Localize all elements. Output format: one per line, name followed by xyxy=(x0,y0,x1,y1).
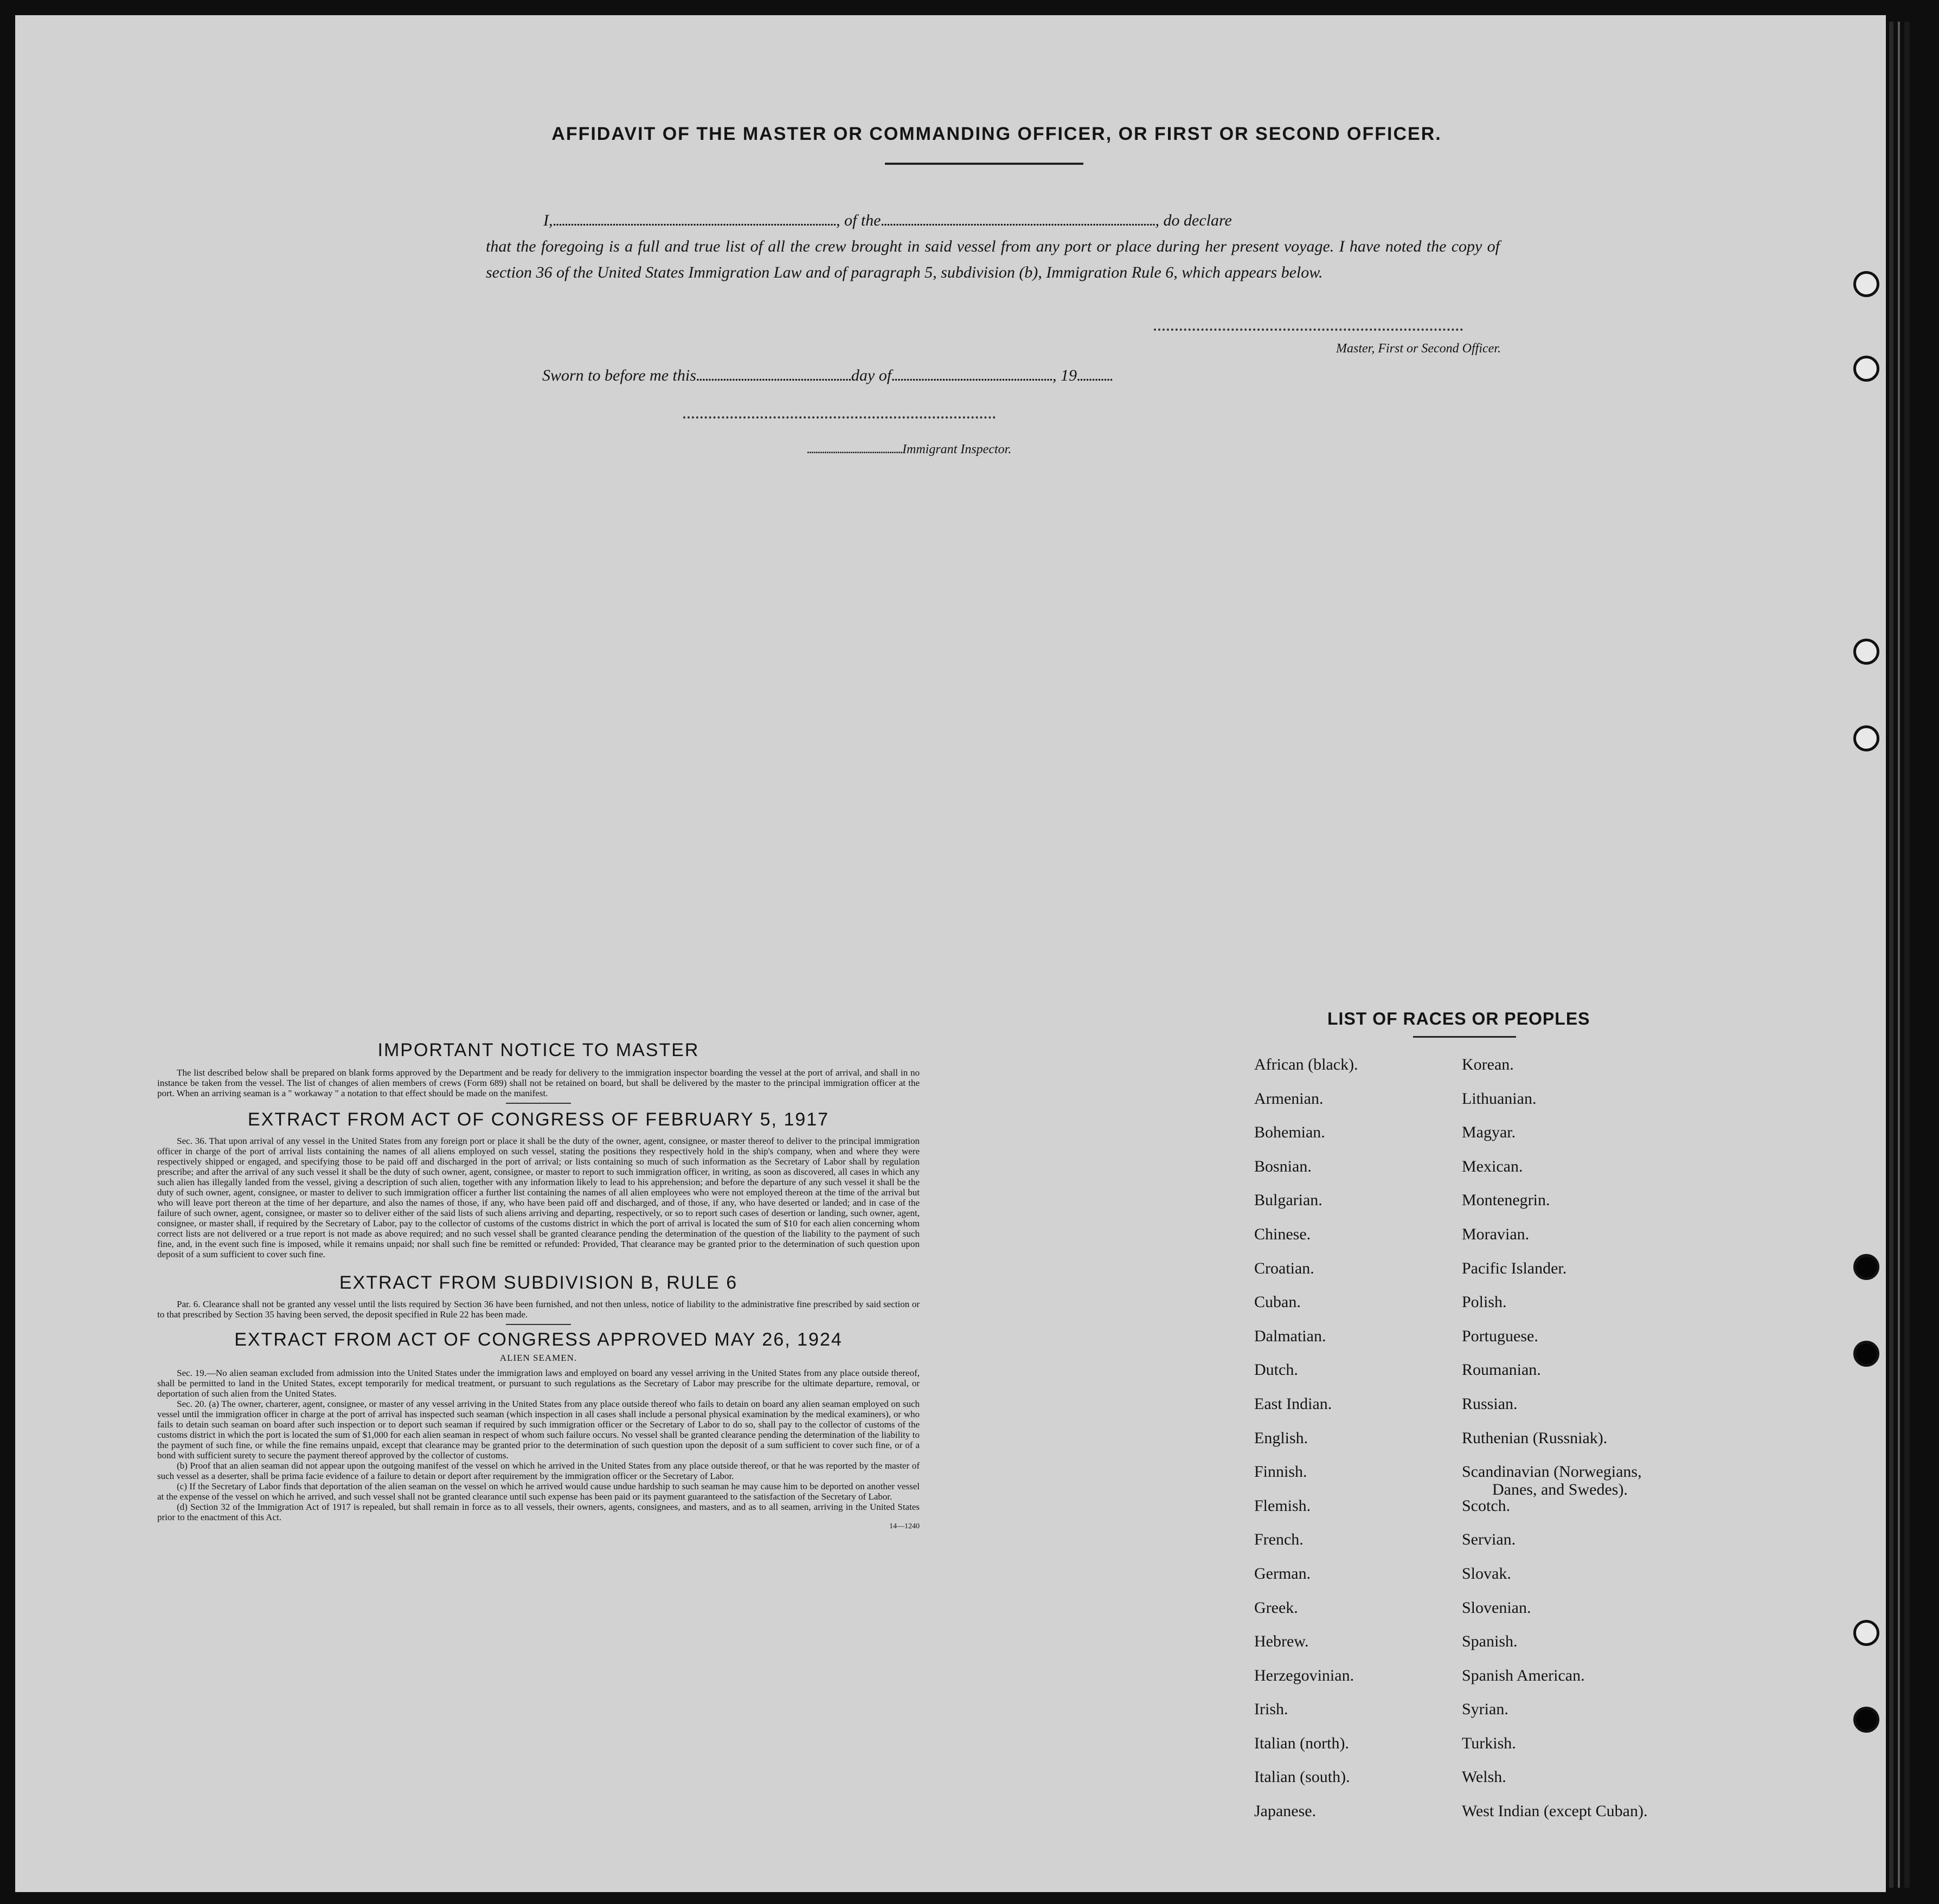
races-right-column xyxy=(1462,1055,1647,1836)
race-item: Japanese. xyxy=(1254,1802,1317,1821)
separator xyxy=(506,1324,571,1325)
binder-hole xyxy=(1853,1620,1879,1646)
title-underline xyxy=(885,163,1083,165)
race-item: Finnish. xyxy=(1254,1463,1307,1481)
race-item: West Indian (except Cuban). xyxy=(1462,1802,1648,1821)
race-item: German. xyxy=(1254,1564,1311,1583)
sworn-year-blank[interactable]: ............ xyxy=(1077,366,1113,384)
race-item: Polish. xyxy=(1462,1293,1507,1311)
race-item: Lithuanian. xyxy=(1462,1089,1537,1108)
sworn-line xyxy=(542,366,1113,385)
race-item: Italian (north). xyxy=(1254,1734,1349,1752)
inspector-caption-text: Immigrant Inspector. xyxy=(902,442,1012,456)
extract2-title: EXTRACT FROM SUBDIVISION B, RULE 6 xyxy=(339,1272,738,1293)
race-item: Dutch. xyxy=(1254,1361,1298,1379)
extract2-paragraph: Par. 6. Clearance shall not be granted any vessel until the lists required by Section 36 have been furnished, and not then unless, notice of liability to the administrative fine prescribed by said section or to that prescribed by Section 35 having been served, the deposit specified in Rule 22 has been made. xyxy=(157,1299,920,1320)
form-number: 14—1240 xyxy=(889,1522,920,1530)
notice-paragraph: The list described below shall be prepared on blank forms approved by the Department and be ready for delivery to the immigration inspector boarding the vessel at the port of arrival, and shall in no instance be taken from the vessel. The list of changes of alien members of crews (Form 689) shall not be retained on board, but shall be delivered by the master to the principal immigration officer at the port. When an arriving seaman is a " workaway " a notation to that effect should be made on the manifest. xyxy=(157,1067,920,1098)
document-page xyxy=(15,15,1886,1892)
notice-text xyxy=(157,1067,920,1098)
sworn-day-of: day of xyxy=(851,366,892,384)
extract1-title: EXTRACT FROM ACT OF CONGRESS OF FEBRUARY 5, 1917 xyxy=(247,1109,830,1130)
master-signature-caption: Master, First or Second Officer. xyxy=(1336,342,1501,356)
binder-hole xyxy=(1853,356,1879,382)
binder-hole xyxy=(1853,271,1879,297)
binder-hole xyxy=(1853,1254,1879,1280)
race-item: Scotch. xyxy=(1462,1496,1511,1515)
sworn-text: Sworn to before me this xyxy=(542,366,696,384)
notice-block xyxy=(157,1040,920,1531)
races-title: LIST OF RACES OR PEOPLES xyxy=(1327,1009,1590,1028)
race-item: Irish. xyxy=(1254,1700,1288,1719)
race-item: African (black). xyxy=(1254,1056,1358,1073)
race-item: Mexican. xyxy=(1462,1157,1523,1175)
declaration-i: I, xyxy=(543,211,553,229)
race-item: Korean. xyxy=(1462,1056,1514,1073)
race-item: Slovak. xyxy=(1462,1564,1511,1583)
race-item: Spanish American. xyxy=(1462,1666,1585,1684)
race-item: Slovenian. xyxy=(1462,1598,1531,1617)
race-item: Greek. xyxy=(1254,1598,1298,1617)
declaration-line xyxy=(486,208,1500,234)
race-item: Croatian. xyxy=(1254,1259,1314,1277)
inspector-caption xyxy=(807,442,1011,457)
extract1-paragraph: Sec. 36. That upon arrival of any vessel in the United States from any foreign port or place it shall be the duty of the owner, agent, consignee, or master thereof to deliver to the principal immigration officer in charge of the port of arrival lists containing the names of all aliens employed on such vessel, stating the positions they respectively hold in the ship's company, when and where they were respectively shipped or engaged, and specifying those to be paid off and discharged in the port of arrival; or lists containing so much of such information as the Secretary of Labor shall by regulation prescribe; and after the arrival of any such vessel it shall be the duty of such owner, agent, consignee, or master to report to such immigration officer, in writing, as soon as discovered, all cases in which any such alien has illegally landed from the vessel, giving a description of such alien, together with any information likely to lead to his apprehension; and before the departure of any such vessel it shall be the duty of such owner, agent, consignee, or master to deliver to such immigration officer a further list containing the names of all alien employees who were not employed thereon at the time of the arrival but who will leave port thereon at the time of her departure, and also the names of those, if any, who have been paid off and discharged, and of those, if any, who have deserted or landed; and in case of the failure of such owner, agent, consignee, or master so to deliver either of the said lists of such aliens arriving and departing, respectively, or so to report such cases of desertion or landing, such owner, agent, consignee, or master shall, if required by the Secretary of Labor, pay to the collector of customs of the customs district in which the port of arrival is located the sum of $10 for each alien concerning whom correct lists are not delivered or a true report is not made as above required; and no such vessel shall be granted clearance pending the determination of the question of the liability to the payment of such fine, and, in the event such fine is imposed, while it remains unpaid; nor shall such fine be remitted or refunded: Provided, That clearance may be granted prior to the determination of such question upon deposit of a sum sufficient to cover such fine. xyxy=(157,1136,920,1259)
race-item: Chinese. xyxy=(1254,1225,1311,1243)
race-item xyxy=(1462,1462,1647,1499)
binder-hole xyxy=(1853,1341,1879,1367)
sworn-year: , 19 xyxy=(1052,366,1077,384)
race-item-text: Scandinavian (Norwegians, xyxy=(1462,1463,1642,1481)
race-item: Italian (south). xyxy=(1254,1768,1350,1786)
affidavit-body xyxy=(486,208,1500,286)
race-item: Flemish. xyxy=(1254,1496,1311,1515)
race-item: Portuguese. xyxy=(1462,1327,1538,1345)
extract3-paragraph: (c) If the Secretary of Labor finds that deportation of the alien seaman on the vessel on which he arrived would cause undue hardship to such seaman he may cause him to be deported on another vessel at the expense of the vessel on which he arrived, and such vessel shall not be granted clearance until such expense has been paid or its payment guaranteed to the satisfaction of the Secretary of Labor. xyxy=(157,1481,920,1502)
extract3-paragraph: (b) Proof that an alien seaman did not appear upon the outgoing manifest of the vessel on which he arrived in the United States from any place outside thereof, or that he was reported by the master of such vessel as a deserter, shall be prima facie evidence of a failure to detain or deport after requirement by the immigration officer or the Secretary of Labor. xyxy=(157,1461,920,1481)
declaration-text: that the foregoing is a full and true list of all the crew brought in said vessel from any port or place during her present voyage. I have noted the copy of section 36 of the United States Immigration Law and of paragraph 5, subdivision (b), Immigration Rule 6, which appears below. xyxy=(486,237,1500,281)
race-item: Servian. xyxy=(1462,1530,1516,1549)
master-signature-line[interactable] xyxy=(1154,329,1463,331)
separator xyxy=(506,1103,571,1104)
race-item: Bosnian. xyxy=(1254,1157,1312,1175)
binder-hole xyxy=(1853,725,1879,751)
race-item: Turkish. xyxy=(1462,1734,1516,1752)
race-item: Moravian. xyxy=(1462,1225,1530,1243)
race-item-continuation: Danes, and Swedes). xyxy=(1492,1481,1628,1499)
race-item: Syrian. xyxy=(1462,1700,1508,1719)
extract3-paragraph: (d) Section 32 of the Immigration Act of 1917 is repealed, but shall remain in force as to all vessels, their owners, agents, consignees, and masters, and as to all seamen, arriving in the United States prior to the enactment of this Act. xyxy=(157,1502,920,1522)
name-blank[interactable]: ............................................................................................... xyxy=(553,211,836,229)
declaration-of-the: , of the xyxy=(836,211,881,229)
race-item: Armenian. xyxy=(1254,1089,1324,1108)
race-item: Bulgarian. xyxy=(1254,1191,1322,1210)
extract3-subtitle: ALIEN SEAMEN. xyxy=(499,1353,577,1363)
extract3-title: EXTRACT FROM ACT OF CONGRESS APPROVED MAY 26, 1924 xyxy=(234,1329,843,1350)
binder-hole xyxy=(1853,639,1879,665)
race-item: Spanish. xyxy=(1462,1632,1518,1651)
race-item: Russian. xyxy=(1462,1394,1518,1413)
affidavit-title: AFFIDAVIT OF THE MASTER OR COMMANDING OFFICER, OR FIRST OR SECOND OFFICER. xyxy=(551,124,1442,144)
binder-hole xyxy=(1853,1707,1879,1733)
race-item: Hebrew. xyxy=(1254,1632,1309,1651)
races-left-column xyxy=(1254,1055,1358,1836)
race-item: Cuban. xyxy=(1254,1293,1301,1311)
race-item: East Indian. xyxy=(1254,1394,1332,1413)
race-item: English. xyxy=(1254,1429,1308,1447)
race-item: Dalmatian. xyxy=(1254,1327,1326,1345)
races-underline xyxy=(1413,1036,1516,1038)
sworn-month-blank[interactable]: ...................................................... xyxy=(891,366,1053,384)
race-item: Montenegrin. xyxy=(1462,1191,1550,1210)
inspector-signature-line[interactable] xyxy=(683,416,996,419)
notice-title: IMPORTANT NOTICE TO MASTER xyxy=(377,1040,699,1060)
extract2-text xyxy=(157,1299,920,1320)
page-stack-edge xyxy=(1889,22,1893,1888)
declaration-do-declare: , do declare xyxy=(1155,211,1232,229)
extract1-text xyxy=(157,1136,920,1259)
race-item: Bohemian. xyxy=(1254,1123,1325,1142)
inspector-blank[interactable]: ............................................ xyxy=(807,442,902,456)
page-stack-edge xyxy=(1898,22,1900,1888)
extract3-paragraph: Sec. 20. (a) The owner, charterer, agent, consignee, or master of any vessel arriving in the United States from any place outside thereof who fails to detain on board any alien seaman employed on such vessel until the immigration officer in charge at the port of arrival has inspected such seaman (which inspection in all cases shall include a personal physical examination by the medical examiners), or who fails to detain such seaman on board after such inspection or to deport such seaman if required by such immigration officer or the Secretary of Labor to do so, shall pay to the collector of customs of the customs district in which the port is located the sum of $1,000 for each alien seaman in respect of whom such failure occurs. No vessel shall be granted clearance pending the determination of the liability to the payment of such fine, or while the fine remains unpaid, except that clearance may be granted prior to the determination of such question upon the deposit of a sum sufficient to cover such fine, or of a bond with sufficient surety to secure the payment thereof approved by the collector of customs. xyxy=(157,1399,920,1461)
race-item: Ruthenian (Russniak). xyxy=(1462,1429,1608,1447)
extract3-text xyxy=(157,1368,920,1522)
race-item: Herzegovinian. xyxy=(1254,1666,1354,1684)
vessel-blank[interactable]: ............................................................................................ xyxy=(881,211,1155,229)
race-item: French. xyxy=(1254,1530,1304,1549)
race-item: Roumanian. xyxy=(1462,1361,1541,1379)
extract3-paragraph: Sec. 19.—No alien seaman excluded from admission into the United States under the immigration laws and employed on board any vessel arriving in the United States from any place outside thereof, shall be permitted to land in the United States, except temporarily for medical treatment, or pursuant to such regulations as the Secretary of Labor may prescribe for the ultimate departure, removal, or deportation of such alien from the United States. xyxy=(157,1368,920,1399)
sworn-day-blank[interactable]: .................................................... xyxy=(696,366,851,384)
race-item: Magyar. xyxy=(1462,1123,1516,1142)
race-item: Pacific Islander. xyxy=(1462,1259,1567,1277)
race-item: Welsh. xyxy=(1462,1768,1506,1786)
page-stack-edge xyxy=(1904,22,1910,1888)
